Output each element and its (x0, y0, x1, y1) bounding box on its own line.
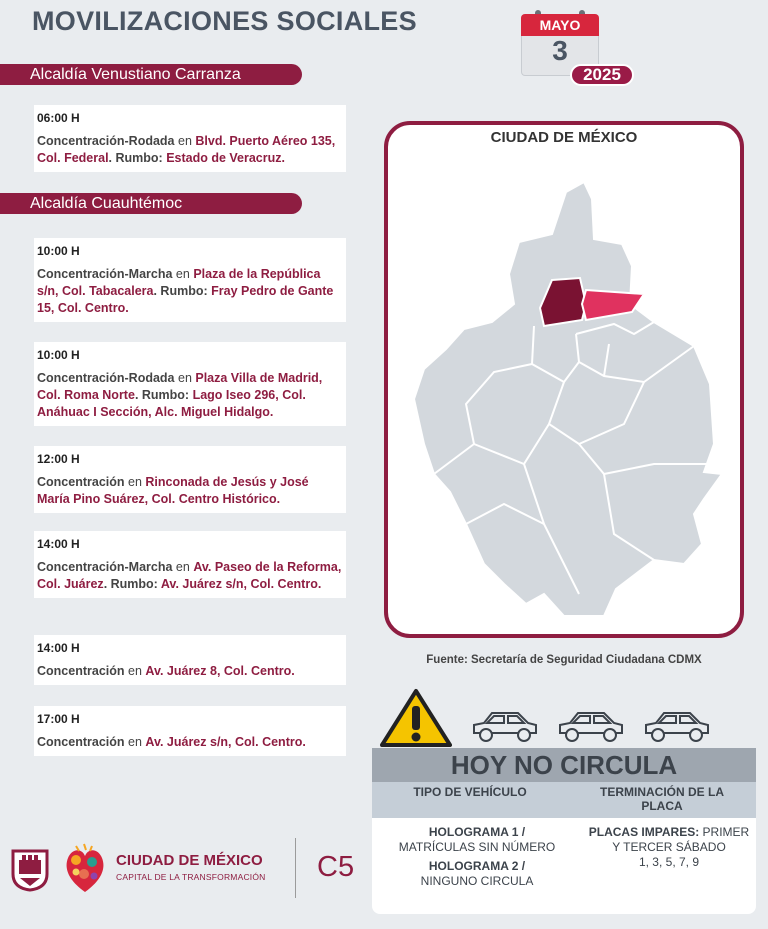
plate-ending-cell (582, 818, 756, 914)
event-text: . Rumbo: (134, 388, 193, 402)
car-icon (474, 713, 536, 741)
vehicle-type-cell (372, 818, 582, 914)
cdmx-shield-logo (10, 848, 50, 892)
cars-row (468, 705, 728, 750)
event-description (37, 370, 343, 421)
event-location: Estado de Veracruz. (166, 151, 285, 165)
warning-icon (380, 688, 452, 748)
map-panel (384, 121, 744, 638)
event-location: Av. Juárez 8, Col. Centro. (145, 664, 295, 678)
event-description (37, 734, 343, 751)
car-icon (646, 713, 708, 741)
plates-days: PRIMER Y TERCER SÁBADO (612, 825, 750, 854)
event-text: Concentración-Marcha (37, 560, 173, 574)
event-text: en (124, 664, 146, 678)
event-description (37, 133, 343, 167)
event-location: Lago Iseo 296, Col. Anáhuac I Sección, Alc. Miguel Hidalgo. (37, 388, 306, 419)
plates-label: PLACAS IMPARES: (588, 825, 700, 839)
event-card (34, 446, 346, 513)
event-text: en (172, 560, 194, 574)
event-description (37, 663, 343, 680)
event-card (34, 635, 346, 685)
holograma-2-text: NINGUNO CIRCULA (420, 874, 534, 888)
event-text: en (174, 371, 196, 385)
event-text: Concentración (37, 735, 125, 749)
event-card (34, 342, 346, 426)
map-region-south (414, 182, 722, 616)
event-time: 12:00 H (37, 452, 80, 466)
holograma-1-text: MATRÍCULAS SIN NÚMERO (398, 840, 556, 854)
holograma-2-label: HOLOGRAMA 2 / (428, 859, 526, 873)
plate-ending-header: TERMINACIÓN DE LA PLACA (600, 785, 724, 813)
event-location: Fray Pedro de Gante 15, Col. Centro. (37, 284, 334, 315)
map-source: Fuente: Secretaría de Seguridad Ciudadana CDMX (426, 654, 702, 666)
event-text: . Rumbo: (153, 284, 212, 298)
event-description (37, 559, 343, 593)
hoy-no-circula-title: HOY NO CIRCULA (372, 748, 756, 782)
event-location: Plaza Villa de Madrid, Col. Roma Norte (37, 371, 323, 402)
event-text: . Rumbo: (103, 577, 161, 591)
event-location: Av. Juárez s/n, Col. Centro. (160, 577, 322, 591)
org-tagline: CAPITAL DE LA TRANSFORMACIÓN (116, 872, 266, 882)
org-name: CIUDAD DE MÉXICO (116, 852, 263, 869)
c5-logo: C5 (317, 851, 355, 883)
event-text: en (174, 134, 196, 148)
event-time: 10:00 H (37, 348, 80, 362)
event-text: Concentración-Rodada (37, 134, 175, 148)
event-text: Concentración-Rodada (37, 371, 175, 385)
event-text: Concentración (37, 664, 125, 678)
calendar-day: 3 (521, 36, 599, 76)
event-description (37, 266, 343, 317)
cdmx-map (388, 125, 740, 634)
map-title: CIUDAD DE MÉXICO (490, 129, 638, 146)
event-card (34, 105, 346, 172)
footer-divider (295, 838, 296, 898)
event-location: Plaza de la República s/n, Col. Tabacalera (37, 267, 321, 298)
event-text: . Rumbo: (108, 151, 167, 165)
event-time: 14:00 H (37, 537, 80, 551)
event-time: 17:00 H (37, 712, 80, 726)
hoy-no-circula-header (372, 782, 756, 818)
event-text: en (124, 735, 146, 749)
heart-logo (62, 840, 108, 896)
calendar-year: 2025 (570, 64, 634, 86)
event-text: en (172, 267, 194, 281)
hoy-no-circula-body (372, 818, 756, 914)
plates-digits: 1, 3, 5, 7, 9 (638, 855, 700, 869)
event-location: Blvd. Puerto Aéreo 135, Col. Federal (37, 134, 336, 165)
event-description (37, 474, 343, 508)
event-card (34, 238, 346, 322)
section-header: Alcaldía Cuauhtémoc (0, 193, 302, 214)
car-icon (560, 713, 622, 741)
event-location: Rinconada de Jesús y José María Pino Suárez, Col. Centro Histórico. (37, 475, 309, 506)
event-text: Concentración-Marcha (37, 267, 173, 281)
event-text: en (124, 475, 146, 489)
vehicle-type-header: TIPO DE VEHÍCULO (413, 785, 527, 799)
page-title: MOVILIZACIONES SOCIALES (32, 6, 417, 36)
event-time: 06:00 H (37, 111, 80, 125)
event-text: Concentración (37, 475, 125, 489)
holograma-1-label: HOLOGRAMA 1 / (428, 825, 526, 839)
section-header: Alcaldía Venustiano Carranza (0, 64, 302, 85)
event-card (34, 531, 346, 598)
calendar-month: MAYO (521, 14, 599, 36)
event-location: Av. Juárez s/n, Col. Centro. (145, 735, 306, 749)
event-time: 10:00 H (37, 244, 80, 258)
event-time: 14:00 H (37, 641, 80, 655)
event-location: Av. Paseo de la Reforma, Col. Juárez (37, 560, 342, 591)
event-card (34, 706, 346, 756)
